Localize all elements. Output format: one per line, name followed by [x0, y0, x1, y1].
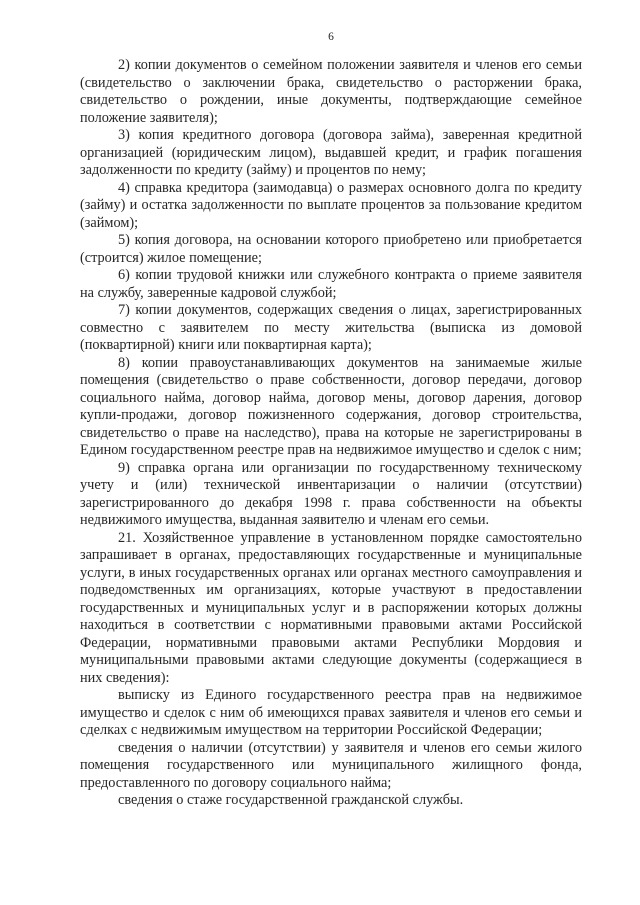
document-body — [80, 57, 582, 810]
paragraph: выписку из Единого государственного реестра прав на недвижимое имущество и сделок с ним об имеющихся правах заявителя и членов его семьи и сделках с недвижимым имуществом на территории Российской Федерации; — [80, 687, 582, 738]
paragraph: 7) копии документов, содержащих сведения о лицах, зарегистрированных совместно с заявителем по месту жительства (выписка из домовой (поквартирной) книги или поквартирная карта); — [80, 302, 582, 353]
page-number: 6 — [328, 31, 334, 43]
paragraph: 8) копии правоустанавливающих документов на занимаемые жилые помещения (свидетельство о праве собственности, договор передачи, договор социального найма, договор найма, договор мены, договор дарения, договор купли-продажи, договор пожизненного содержания, договор строительства, свидетельство о праве на наследство), права на которые не зарегистрированы в Едином государственном реестре прав на недвижимое имущество и сделок с ним; — [80, 354, 582, 458]
paragraph: 6) копии трудовой книжки или служебного контракта о приеме заявителя на службу, заверенные кадровой службой; — [80, 267, 582, 301]
paragraph: сведения о наличии (отсутствии) у заявителя и членов его семьи жилого помещения государственного или муниципального жилищного фонда, предоставленного по договору социального найма; — [80, 739, 582, 791]
paragraph: 9) справка органа или организации по государственному техническому учету и (или) технической инвентаризации о наличии (отсутствии) зарегистрированного до декабря 1998 г. права собственности на объекты недвижимого имущества, выданная заявителю и членам его семьи. — [80, 459, 582, 528]
paragraph: 3) копия кредитного договора (договора займа), заверенная кредитной организацией (юридическим лицом), выдавшей кредит, и график погашения задолженности по кредиту (займу) и процентов по нему; — [80, 127, 582, 178]
paragraph: 2) копии документов о семейном положении заявителя и членов его семьи (свидетельство о заключении брака, свидетельство о расторжении брака, свидетельство о рождении, иные документы, подтверждающие семейное положение заявителя); — [80, 57, 582, 126]
paragraph: 4) справка кредитора (заимодавца) о размерах основного долга по кредиту (займу) и остатка задолженности по выплате процентов за пользование кредитом (займом); — [80, 179, 582, 231]
paragraph: сведения о стаже государственной гражданской службы. — [118, 792, 464, 808]
paragraph: 21. Хозяйственное управление в установленном порядке самостоятельно запрашивает в органах, предоставляющих государственные и муниципальные услуги, в иных государственных органах или органах местного самоуправления и подведомственных им организациях, которые участвуют в предоставлении государственных и муниципальных услуг и в распоряжении которых должны находиться в соответствии с нормативными правовыми актами Российской Федерации, нормативными правовыми актами Республики Мордовия и муниципальными правовыми актами следующие документы (содержащиеся в них сведения): — [80, 529, 582, 686]
paragraph: 5) копия договора, на основании которого приобретено или приобретается (строится) жилое помещение; — [80, 232, 582, 266]
